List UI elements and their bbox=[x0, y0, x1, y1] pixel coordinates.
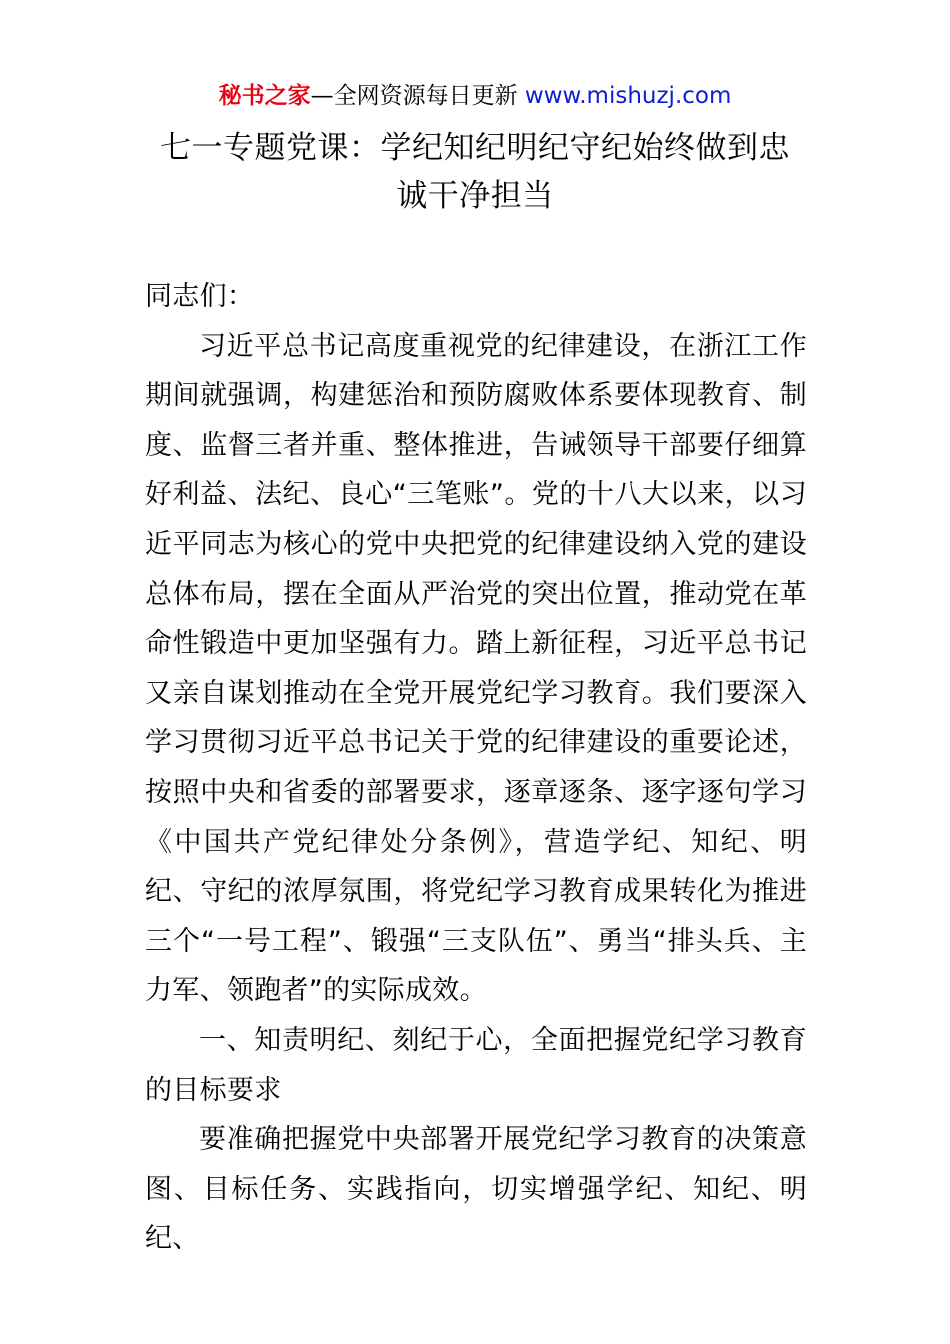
header-slogan: —全网资源每日更新 bbox=[310, 83, 518, 109]
header-url-link[interactable]: www.mishuzj.com bbox=[524, 83, 732, 109]
page-header bbox=[0, 78, 950, 114]
title-line-2: 诚干净担当 bbox=[396, 178, 554, 214]
document-title bbox=[100, 124, 850, 220]
title-line-1: 七一专题党课：学纪知纪明纪守纪始终做到忠 bbox=[160, 130, 790, 166]
salutation: 同志们： bbox=[145, 281, 255, 312]
paragraph-intro: 习近平总书记高度重视党的纪律建设，在浙江工作期间就强调，构建惩治和预防腐败体系要体现教育、制度、监督三者并重、整体推进，告诫领导干部要仔细算好利益、法纪、良心“三笔账”。党的十八大以来，以习近平同志为核心的党中央把党的纪律建设纳入党的建设总体布局，摆在全面从严治党的突出位置，推动党在革命性锻造中更加坚强有力。踏上新征程，习近平总书记又亲自谋划推动在全党开展党纪学习教育。我们要深入学习贯彻习近平总书记关于党的纪律建设的重要论述，按照中央和省委的部署要求，逐章逐条、逐字逐句学习《中国共产党纪律处分条例》，营造学纪、知纪、明纪、守纪的浓厚氛围，将党纪学习教育成果转化为推进三个“一号工程”、锻强“三支队伍”、勇当“排头兵、主力军、领跑者”的实际成效。 bbox=[145, 330, 807, 1007]
paragraph-section-1: 要准确把握党中央部署开展党纪学习教育的决策意图、目标任务、实践指向，切实增强学纪、知纪、明纪、 bbox=[145, 1124, 807, 1255]
section-heading-1: 一、知责明纪、刻纪于心，全面把握党纪学习教育的目标要求 bbox=[145, 1024, 807, 1106]
document-body bbox=[145, 272, 807, 1264]
header-brand: 秘书之家 bbox=[218, 83, 311, 109]
